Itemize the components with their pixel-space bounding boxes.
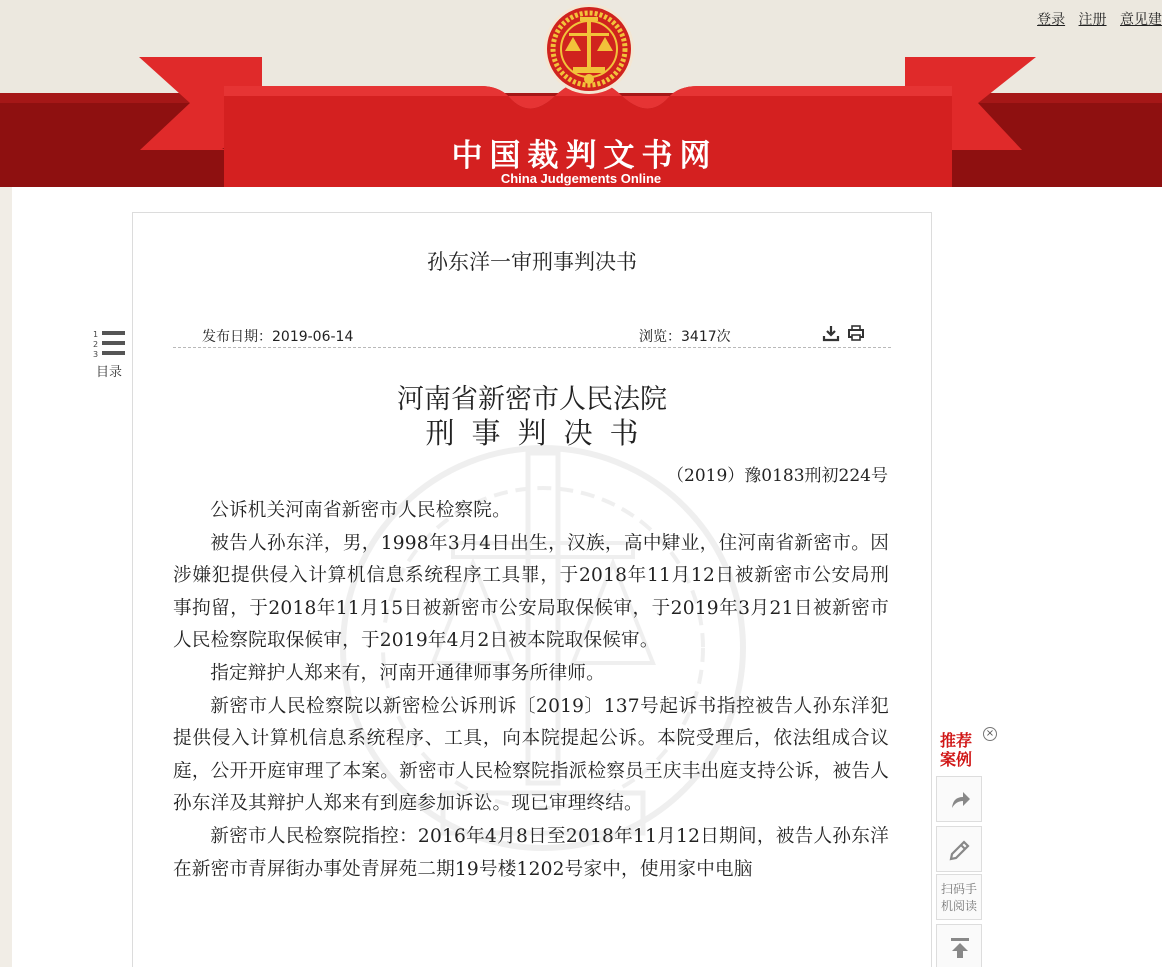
paragraph-prosecution: 新密市人民检察院以新密检公诉刑诉〔2019〕137号起诉书指控被告人孙东洋犯提供侵入计算机信息系统程序、工具，向本院提起公诉。本院受理后，依法组成合议庭，公开开庭审理了本案。新密市人民检察院指派检察员王庆丰出庭支持公诉，被告人孙东洋及其辩护人郑来有到庭参加诉讼。现已审理终结。 <box>173 695 889 815</box>
edit-button[interactable] <box>936 826 982 872</box>
view-count-label: 浏览： <box>639 329 681 345</box>
edit-icon <box>948 838 972 862</box>
document-meta <box>173 316 891 348</box>
paragraph-defender: 指定辩护人郑来有，河南开通律师事务所律师。 <box>210 662 605 684</box>
site-name-english: China Judgements Online <box>500 171 662 186</box>
publish-date <box>202 326 353 346</box>
scan-label-line1: 扫码手 <box>940 882 977 896</box>
login-link[interactable]: 登录 <box>1037 12 1066 28</box>
document-card <box>132 212 932 967</box>
publish-date-label: 发布日期： <box>202 329 272 345</box>
print-icon[interactable] <box>847 324 865 342</box>
toc-number-3: 3 <box>93 350 99 359</box>
court-name: 河南省新密市人民法院 <box>397 384 667 415</box>
document-title: 孙东洋一审刑事判决书 <box>427 250 637 274</box>
document-tools <box>822 324 865 342</box>
share-button[interactable] <box>936 776 982 822</box>
scan-label-line2: 机阅读 <box>940 899 977 913</box>
download-icon[interactable] <box>822 324 840 342</box>
site-name: 中国裁判文书网 <box>451 138 718 174</box>
feedback-link[interactable]: 意见建 <box>1120 12 1162 28</box>
case-number: （2019）豫0183刑初224号 <box>667 466 888 486</box>
recommended-cases-link[interactable]: 推荐案例 <box>940 731 973 769</box>
share-icon <box>948 788 972 812</box>
scan-qr-button[interactable] <box>936 874 982 920</box>
toc-number-2: 2 <box>93 340 99 349</box>
paragraph-charges: 新密市人民检察院指控：2016年4月8日至2018年11月12日期间，被告人孙东洋在新密市青屏街办事处青屏苑二期19号楼1202号家中，使用家中电脑 <box>173 825 889 880</box>
view-count-value: 3417次 <box>681 329 731 345</box>
back-to-top-icon <box>948 936 972 960</box>
top-links <box>1028 9 1162 29</box>
back-to-top-button[interactable] <box>936 924 982 967</box>
toc-label[interactable]: 目录 <box>96 365 123 380</box>
publish-date-value: 2019-06-14 <box>272 329 354 345</box>
site-header <box>0 0 1162 187</box>
judgement-body <box>173 495 889 886</box>
national-emblem-logo <box>543 3 635 95</box>
document-type: 刑事判决书 <box>425 416 656 450</box>
view-count <box>639 326 731 346</box>
paragraph-prosecutor: 公诉机关河南省新密市人民检察院。 <box>210 500 511 521</box>
register-link[interactable]: 注册 <box>1078 12 1107 28</box>
paragraph-defendant: 被告人孙东洋，男，1998年3月4日出生，汉族，高中肄业，住河南省新密市。因涉嫌犯提供侵入计算机信息系统程序工具罪，于2018年11月12日被新密市公安局刑事拘留，于2018年11月15日被新密市公安局取保候审，于2019年3月21日被新密市人民检察院取保候审，于2019年4月2日被本院取保候审。 <box>173 532 889 652</box>
close-icon[interactable]: × <box>983 727 997 741</box>
toc-number-1: 1 <box>93 330 99 339</box>
